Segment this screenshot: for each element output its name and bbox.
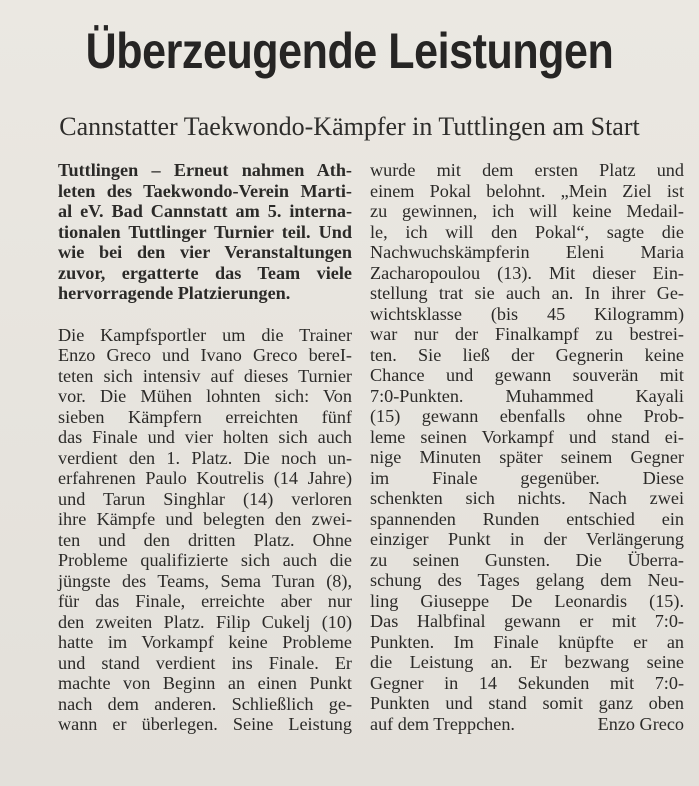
body-line: le, ich will den Pokal“, sagte die [370, 221, 684, 242]
body-line: erfahrenen Paulo Koutrelis (14 Jahre) [58, 468, 352, 488]
body-line: vor. Die Mühen lohnten sich: Von [58, 386, 352, 406]
paragraph-gap [58, 304, 352, 325]
body-line: ten. Sie ließ der Gegnerin keine [370, 344, 684, 365]
closing-text: auf dem Treppchen. [370, 713, 515, 734]
body-line: einziger Punkt in der Verlängerung [370, 529, 684, 549]
body-line: spannenden Runden entschied ein [370, 508, 684, 529]
body-line: Gegner in 14 Sekunden mit 7:0- [370, 672, 684, 693]
body-line: war nur der Finalkampf zu bestrei- [370, 324, 684, 344]
body-line: sieben Kämpfern erreichten fünf [58, 406, 352, 427]
column-right [370, 160, 684, 734]
subheadline: Cannstatter Taekwondo-Kämpfer in Tuttlingen am Start [59, 112, 640, 141]
body-line: ling Giuseppe De Leonardis (15). [370, 590, 684, 611]
body-line: jüngste des Teams, Sema Turan (8), [58, 570, 352, 591]
body-line: und Tarun Singhlar (14) verloren [58, 488, 352, 509]
body-line: zu seinen Gunsten. Die Überra- [370, 549, 684, 570]
lead-line: hervorragende Platzierungen. [58, 283, 291, 303]
body-paragraph-left [58, 325, 352, 735]
body-line: das Finale und vier holten sich auch [58, 427, 352, 447]
body-line: Punkten. Im Finale knüpfte er an [370, 631, 684, 652]
body-line: Das Halbfinal gewann er mit 7:0- [370, 611, 684, 631]
body-line: einem Pokal belohnt. „Mein Ziel ist [370, 180, 684, 201]
body-line: Punkten und stand somit ganz oben [370, 693, 684, 713]
body-line: wann er überlegen. Seine Leistung [58, 714, 352, 734]
body-line: im Finale gegenüber. Diese [370, 467, 684, 488]
lead-paragraph [58, 160, 352, 304]
body-line: die Leistung an. Er bezwang seine [370, 652, 684, 672]
body-line: den zweiten Platz. Filip Cukelj (10) [58, 611, 352, 632]
body-line: machte von Beginn an einen Punkt [58, 673, 352, 693]
body-line: Zacharopoulou (13). Mit dieser Ein- [370, 262, 684, 283]
body-line: Nachwuchskämpferin Eleni Maria [370, 242, 684, 262]
author-signature: Enzo Greco [597, 713, 684, 734]
body-line: (15) gewann ebenfalls ohne Prob- [370, 406, 684, 426]
lead-line: Tuttlingen – Erneut nahmen Ath- [58, 160, 352, 180]
body-line: ihre Kämpfe und belegten den zwei- [58, 509, 352, 529]
body-line: stellung trat sie auch an. In ihrer Ge- [370, 283, 684, 303]
body-line: hatte im Vorkampf keine Probleme [58, 632, 352, 652]
body-line: und stand verdient ins Finale. Er [58, 652, 352, 673]
body-line: verdient den 1. Platz. Die noch un- [58, 447, 352, 468]
body-line: schenkten sich nichts. Nach zwei [370, 488, 684, 508]
lead-line: zuvor, ergatterte das Team viele [58, 262, 352, 283]
body-line: wurde mit dem ersten Platz und [370, 160, 684, 180]
column-left [58, 160, 352, 735]
body-line: 7:0-Punkten. Muhammed Kayali [370, 385, 684, 406]
body-line: teten sich intensiv auf dieses Turnier [58, 365, 352, 386]
body-line: zu gewinnen, ich will keine Medail- [370, 201, 684, 221]
body-line: Probleme qualifizierte sich auch die [58, 550, 352, 570]
body-line: Die Kampfsportler um die Trainer [58, 324, 352, 345]
lead-line: leten des Taekwondo-Verein Marti- [58, 180, 352, 201]
lead-line: wie bei den vier Veranstaltungen [58, 242, 352, 262]
lead-line: tionalen Tuttlinger Turnier teil. Und [58, 221, 352, 242]
body-line: schung des Tages gelang dem Neu- [370, 570, 684, 590]
body-line: Chance und gewann souverän mit [370, 365, 684, 385]
body-line: wichtsklasse (bis 45 Kilogramm) [370, 303, 684, 324]
lead-line: al eV. Bad Cannstatt am 5. interna- [58, 201, 352, 221]
body-line: Enzo Greco und Ivano Greco bereI- [58, 345, 352, 365]
body-line: ten und den dritten Platz. Ohne [58, 529, 352, 550]
body-line: nige Minuten später seinem Gegner [370, 447, 684, 467]
closing-line [370, 714, 684, 735]
body-line: für das Finale, erreichte aber nur [58, 591, 352, 611]
body-line: leme seinen Vorkampf und stand ei- [370, 426, 684, 447]
body-line: nach dem anderen. Schließlich ge- [58, 693, 352, 714]
headline: Überzeugende Leistungen [85, 23, 614, 79]
